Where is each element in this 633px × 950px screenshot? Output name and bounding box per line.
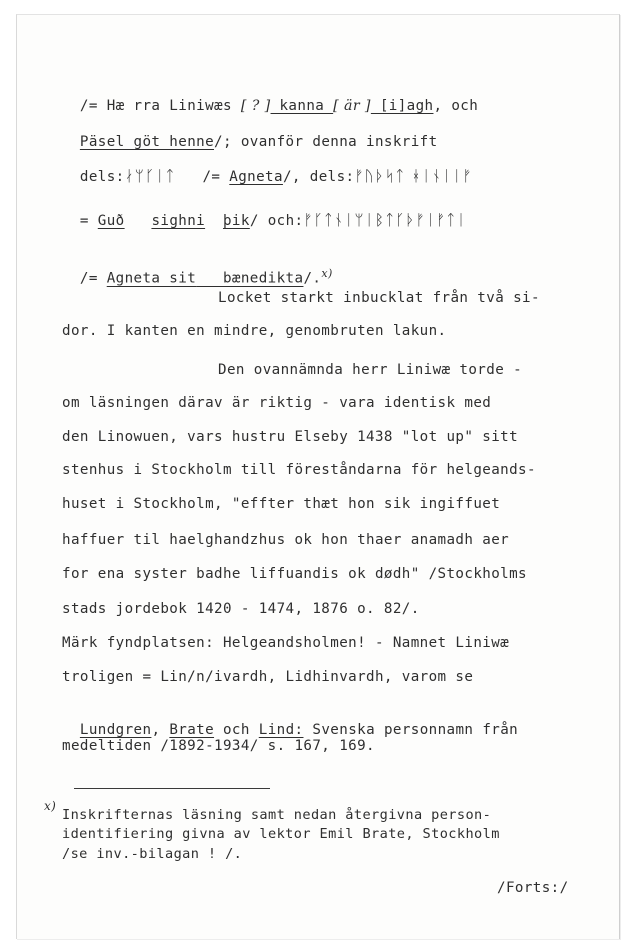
text: /= [175, 169, 230, 185]
text: /. [303, 270, 322, 287]
text: , [151, 722, 170, 738]
text: Päsel göt henne [79, 134, 215, 150]
paragraph-2-line-3: den Linowuen, vars hustru Elseby 1438 "lot up" sitt [62, 429, 519, 445]
text: [i]agh [370, 98, 434, 114]
inscription-line-2 [62, 115, 438, 151]
author-name: Brate [169, 722, 215, 738]
text: /, dels: [282, 169, 355, 185]
paragraph-2-line-6: haffuer til haelghandzhus ok hon thaer anamadh aer [62, 532, 510, 548]
text: /= Hæ rra Liniwæs [79, 98, 241, 114]
text: Agneta [229, 169, 283, 185]
text: /= [79, 270, 107, 287]
text [205, 213, 223, 229]
footnote-line-2: identifiering givna av lektor Emil Brate, Stockholm [62, 826, 500, 842]
footnote-reference: x) [321, 267, 333, 280]
footnote-marker: x) [44, 799, 57, 813]
text: Agneta sit [106, 270, 197, 287]
text: þik [222, 213, 250, 229]
paragraph-1-line-1: Locket starkt inbucklat från två si- [218, 290, 540, 306]
text: och [214, 722, 259, 738]
author-name: Lind: [258, 722, 304, 738]
runic-text: ᚠᚴᛏᚾᛁᛘᛁᛒᛏᚴᚦᚠᛁᚠᛏᛁ [303, 211, 467, 229]
author-name: Lundgren [79, 722, 152, 738]
bracket-note: [ ? ] [240, 98, 271, 114]
inscription-line-4 [62, 193, 467, 230]
paragraph-2-line-7: for ena syster badhe liffuandis ok dødh" /Stockholms [62, 566, 527, 582]
text: , och [433, 98, 479, 114]
paragraph-2-line-5: huset i Stockholm, "effter thæt hon sik ingiffuet [62, 496, 501, 512]
paragraph-3-line-1: Märk fyndplatsen: Helgeandsholmen! - Namnet Liniwæ [62, 635, 510, 651]
text: / och: [249, 213, 304, 229]
runic-text: ᚠᚢᚦᛋᛏ ᚼᛁᚾᛁᛁᚠ [354, 167, 473, 185]
text: Guð [97, 213, 125, 229]
text [125, 213, 152, 229]
footnote-line-3: /se inv.-bilagan ! /. [62, 846, 243, 862]
text: = [79, 213, 98, 229]
text: /; ovanför denna inskrift [214, 134, 438, 150]
paragraph-3-line-4: medeltiden /1892-1934/ s. 167, 169. [62, 738, 375, 754]
runic-text: ᛅᛘᚴᛁᛏ [124, 167, 176, 185]
text: kanna [270, 98, 334, 114]
paragraph-3-line-2: troligen = Lin/n/ivardh, Lidhinvardh, varom se [62, 669, 474, 685]
text: sighni [151, 213, 206, 229]
text: dels: [79, 169, 125, 185]
paragraph-1-line-2: dor. I kanten en mindre, genombruten lakun. [62, 323, 447, 339]
inscription-line-3 [62, 149, 473, 186]
paragraph-2-line-8: stads jordebok 1420 - 1474, 1876 o. 82/. [62, 601, 420, 617]
paragraph-2-line-2: om läsningen därav är riktig - vara identisk med [62, 395, 492, 411]
continuation-note: /Forts:/ [497, 880, 569, 896]
paragraph-3-line-3 [62, 703, 518, 739]
text: bænediktа [196, 270, 304, 287]
footnote-line-1: Inskrifternas läsning samt nedan återgivna person- [62, 807, 492, 823]
inscription-line-5 [62, 247, 333, 288]
bracket-note: [ är ] [333, 98, 371, 114]
paragraph-2-line-1: Den ovannämnda herr Liniwæ torde - [218, 362, 523, 378]
text: Svenska personnamn från [303, 722, 519, 738]
footnote-separator [74, 788, 270, 789]
inscription-line-1 [62, 79, 478, 115]
paragraph-2-line-4: stenhus i Stockholm till föreståndarna för helgeands- [62, 462, 536, 478]
